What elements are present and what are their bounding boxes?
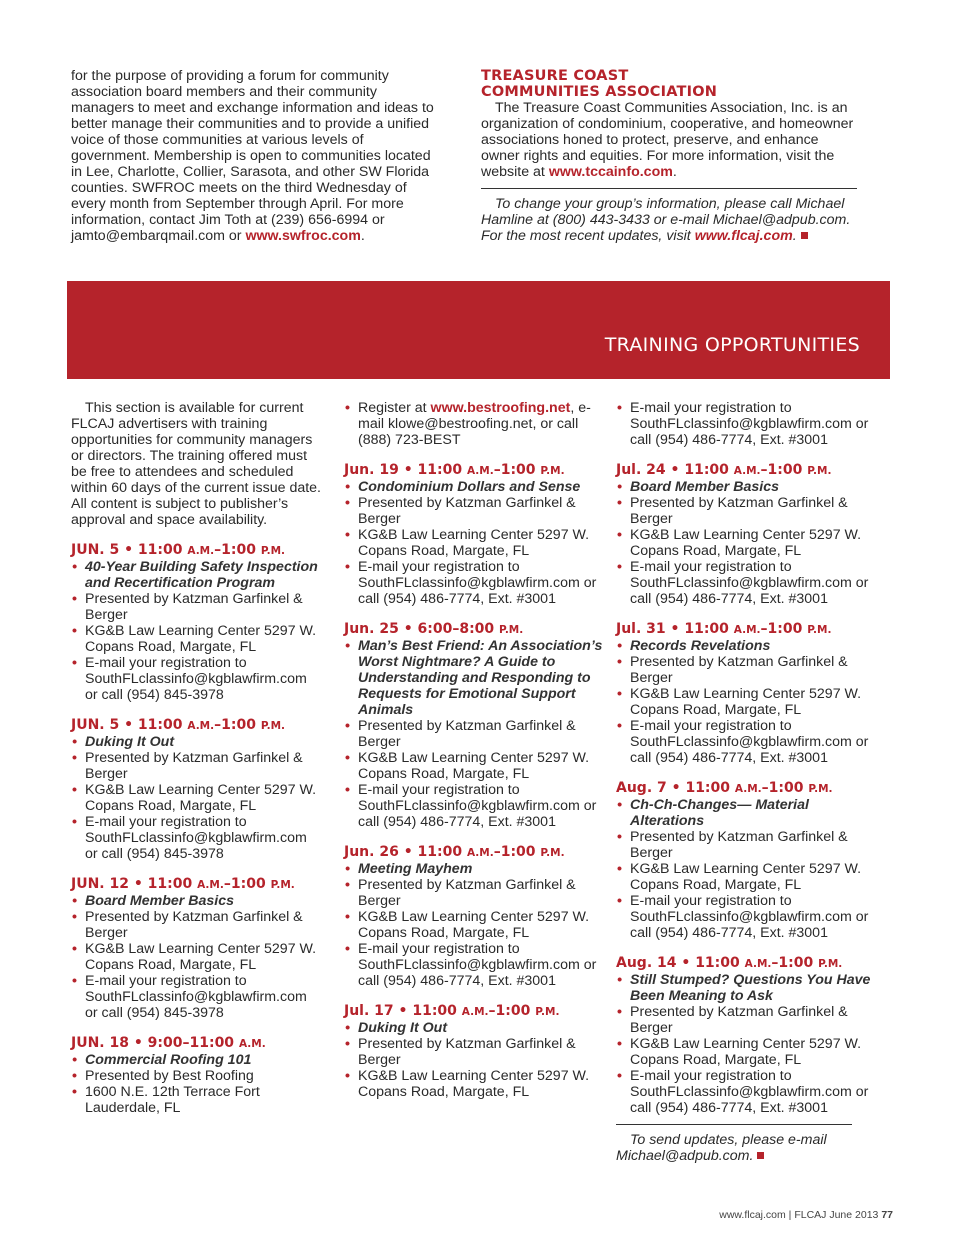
column-1 <box>71 400 321 1116</box>
event-date-date: JUN. 18 • 9:00–11:00 <box>71 1035 239 1051</box>
event-detail: • 1600 N.E. 12th Terrace Fort Lauderdale, FL <box>71 1084 321 1116</box>
event-date-date: Jun. 26 • 11:00 <box>344 844 467 860</box>
note-end: . <box>792 228 797 244</box>
end-mark-icon <box>757 1152 764 1159</box>
event-detail: • Presented by Katzman Garfinkel & Berger <box>616 654 876 686</box>
event-date-ampm1: A.M. <box>466 847 494 859</box>
event-detail: • E-mail your registration to SouthFLclassinfo@kgblawfirm.com or call (954) 486-7774, Ext. #3001 <box>616 893 876 941</box>
event-detail: • Presented by Katzman Garfinkel & Berger <box>616 1004 876 1036</box>
event-date-ampm1: P.M. <box>499 624 524 636</box>
event-date-date: Jul. 17 • 11:00 <box>344 1003 462 1019</box>
page-footer <box>719 1207 893 1223</box>
event-detail: • KG&B Law Learning Center 5297 W. Copans Road, Margate, FL <box>616 1036 876 1068</box>
event-date-ampm1: A.M. <box>238 1038 266 1050</box>
swfroc-paragraph <box>71 68 441 244</box>
event-date-date: Jul. 31 • 11:00 <box>616 621 734 637</box>
event-detail: • Presented by Katzman Garfinkel & Berger <box>344 1036 604 1068</box>
tcca-link[interactable]: www.tccainfo.com <box>548 164 673 180</box>
event-date <box>616 780 876 797</box>
footer-issue: June 2013 <box>829 1209 879 1221</box>
event-date-ampm1: A.M. <box>466 465 494 477</box>
event-detail: • Presented by Best Roofing <box>71 1068 321 1084</box>
event-title: • Board Member Basics <box>616 479 876 495</box>
col3-events <box>616 462 876 1116</box>
event-date-mid: –1:00 <box>493 462 541 478</box>
column-2 <box>344 400 604 1100</box>
event-detail: • Presented by Katzman Garfinkel & Berger <box>344 495 604 527</box>
tcca-end: . <box>672 164 677 180</box>
list-item <box>344 400 604 448</box>
page-number: 77 <box>881 1209 893 1221</box>
event-date-ampm2: P.M. <box>270 879 295 891</box>
event-date <box>616 462 876 479</box>
swfroc-text: for the purpose of providing a forum for community association board members and their community managers to meet and exchange information and ideas to better manage their communities and to provide a unified voice of those communities at various levels of government. Membership is open to communities located in Lee, Charlotte, Collier, Sarasota, and other SW Florida counties. SWFROC meets on the third Wednesday of every month from September through April. For more information, contact Jim Toth at (239) 656-6994 or jamto@embarqmail.com or <box>71 68 434 244</box>
register-post: , e-mail klowe@bestroofing.net, or call (888) 723-BEST <box>358 400 591 448</box>
event-title: • Still Stumped? Questions You Have Been Meaning to Ask <box>616 972 876 1004</box>
end-mark-icon <box>801 232 808 239</box>
event-date-date: JUN. 12 • 11:00 <box>71 876 198 892</box>
event-date-date: Jun. 25 • 6:00–8:00 <box>344 621 500 637</box>
event-date <box>344 621 604 638</box>
event-title: • Duking It Out <box>344 1020 604 1036</box>
event-date-mid: –1:00 <box>488 1003 536 1019</box>
event-detail: • KG&B Law Learning Center 5297 W. Copans Road, Margate, FL <box>344 909 604 941</box>
event-date-ampm1: A.M. <box>187 720 215 732</box>
event-detail: • KG&B Law Learning Center 5297 W. Copans Road, Margate, FL <box>71 941 321 973</box>
event-detail: • Presented by Katzman Garfinkel & Berger <box>344 718 604 750</box>
tcca-section <box>481 68 859 244</box>
tcca-heading-line2: COMMUNITIES ASSOCIATION <box>481 84 718 100</box>
event-detail: • E-mail your registration to SouthFLclassinfo@kgblawfirm.com or call (954) 845-3978 <box>71 814 321 862</box>
event-date-ampm2: P.M. <box>818 958 843 970</box>
bestroofing-link[interactable]: www.bestroofing.net <box>430 400 571 416</box>
event-date <box>71 717 321 734</box>
event-date <box>71 1035 321 1052</box>
event-detail: • E-mail your registration to SouthFLclassinfo@kgblawfirm.com or call (954) 486-7774, Ext. #3001 <box>616 1068 876 1116</box>
event-detail: • E-mail your registration to SouthFLclassinfo@kgblawfirm.com or call (954) 486-7774, Ext. #3001 <box>344 782 604 830</box>
event-detail: • Presented by Katzman Garfinkel & Berger <box>616 829 876 861</box>
event-date-mid: –1:00 <box>493 844 541 860</box>
event-title: • Man’s Best Friend: An Association’s Worst Nightmare? A Guide to Understanding and Responding to Requests for Emotional Support Animals <box>344 638 604 718</box>
event-title: • Ch-Ch-Changes— Material Alterations <box>616 797 876 829</box>
event-date <box>344 462 604 479</box>
divider <box>481 188 857 189</box>
event-date-ampm1: A.M. <box>197 879 224 891</box>
event-date-mid: –1:00 <box>761 780 809 796</box>
footer-site: www.flcaj.com <box>719 1209 786 1221</box>
col1-events <box>71 542 321 1116</box>
register-pre: Register at <box>358 400 431 416</box>
event-date-ampm1: A.M. <box>744 958 772 970</box>
event-date-ampm2: P.M. <box>260 545 286 557</box>
event-date-date: Aug. 7 • 11:00 <box>616 780 735 796</box>
event-date-date: Jul. 24 • 11:00 <box>616 462 734 478</box>
event-date-ampm2: P.M. <box>260 720 286 732</box>
event-date <box>71 542 321 559</box>
event-detail: • E-mail your registration to SouthFLclassinfo@kgblawfirm.com or call (954) 845-3978 <box>71 655 321 703</box>
event-detail: • KG&B Law Learning Center 5297 W. Copans Road, Margate, FL <box>616 527 876 559</box>
event-detail: • KG&B Law Learning Center 5297 W. Copans Road, Margate, FL <box>344 1068 604 1100</box>
section-title: TRAINING OPPORTUNITIES <box>604 334 860 356</box>
event-date <box>71 876 321 893</box>
divider <box>616 1124 852 1125</box>
event-date-ampm2: P.M. <box>807 465 832 477</box>
event-date-ampm1: A.M. <box>733 624 761 636</box>
event-title: • 40-Year Building Safety Inspection and Recertification Program <box>71 559 321 591</box>
event-detail: • KG&B Law Learning Center 5297 W. Copans Road, Margate, FL <box>344 527 604 559</box>
event-detail: • E-mail your registration to SouthFLclassinfo@kgblawfirm.com or call (954) 486-7774, Ext. #3001 <box>344 559 604 607</box>
section-banner <box>67 281 890 379</box>
event-date-ampm1: A.M. <box>461 1006 489 1018</box>
tcca-text: The Treasure Coast Communities Association, Inc. is an organization of condominium, cooperative, and homeowner associations honed to protect, preserve, and enhance owner rights and equities. For more information, visit the website at <box>481 100 854 180</box>
event-date-ampm2: P.M. <box>808 783 833 795</box>
event-date-ampm1: A.M. <box>733 465 761 477</box>
event-date-date: JUN. 5 • 11:00 <box>71 542 188 558</box>
event-date-date: Jun. 19 • 11:00 <box>344 462 467 478</box>
event-date-ampm2: P.M. <box>807 624 832 636</box>
event-detail: • E-mail your registration to SouthFLclassinfo@kgblawfirm.com or call (954) 486-7774, Ext. #3001 <box>616 718 876 766</box>
event-date-ampm1: A.M. <box>734 783 762 795</box>
event-date-mid: –1:00 <box>223 876 271 892</box>
event-detail: • E-mail your registration to SouthFLclassinfo@kgblawfirm.com or call (954) 845-3978 <box>71 973 321 1021</box>
closing-note: To send updates, please e-mail Michael@adpub.com. <box>616 1132 827 1164</box>
event-date-ampm2: P.M. <box>535 1006 560 1018</box>
event-date-mid: –1:00 <box>760 621 808 637</box>
event-date <box>616 955 876 972</box>
event-detail: • E-mail your registration to SouthFLclassinfo@kgblawfirm.com or call (954) 486-7774, Ext. #3001 <box>616 559 876 607</box>
event-detail: • Presented by Katzman Garfinkel & Berger <box>616 495 876 527</box>
event-date <box>616 621 876 638</box>
event-detail: • KG&B Law Learning Center 5297 W. Copans Road, Margate, FL <box>71 623 321 655</box>
event-date-mid: –1:00 <box>760 462 808 478</box>
footer-mag: FLCAJ <box>794 1209 827 1221</box>
event-date-date: Aug. 14 • 11:00 <box>616 955 745 971</box>
list-item: • E-mail your registration to SouthFLclassinfo@kgblawfirm.com or call (954) 486-7774, Ext. #3001 <box>616 400 876 448</box>
event-date-mid: –1:00 <box>771 955 819 971</box>
event-detail: • Presented by Katzman Garfinkel & Berger <box>71 591 321 623</box>
column-3 <box>616 400 876 1164</box>
event-date-ampm2: P.M. <box>540 847 565 859</box>
col2-events <box>344 462 604 1100</box>
event-title: • Duking It Out <box>71 734 321 750</box>
event-detail: • KG&B Law Learning Center 5297 W. Copans Road, Margate, FL <box>344 750 604 782</box>
event-title: • Records Revelations <box>616 638 876 654</box>
event-title: • Condominium Dollars and Sense <box>344 479 604 495</box>
event-title: • Meeting Mayhem <box>344 861 604 877</box>
intro-text: This section is available for current FLCAJ advertisers with training opportunities for community managers or directors. The training offered must be free to attendees and scheduled within 60 days of the current issue date. All content is subject to publisher’s approval and space availability. <box>71 400 321 528</box>
event-date-mid: –1:00 <box>214 542 261 558</box>
event-detail: • Presented by Katzman Garfinkel & Berger <box>344 877 604 909</box>
change-info-note: To change your group’s information, please call Michael Hamline at (800) 443-3433 or e-mail Michael@adpub.com. For the most recent updates, visit <box>481 196 851 244</box>
event-date-ampm1: A.M. <box>187 545 215 557</box>
event-date-ampm2: P.M. <box>540 465 565 477</box>
flcaj-link[interactable]: www.flcaj.com <box>694 228 793 244</box>
event-date <box>344 1003 604 1020</box>
event-detail: • KG&B Law Learning Center 5297 W. Copans Road, Margate, FL <box>616 861 876 893</box>
event-detail: • E-mail your registration to SouthFLclassinfo@kgblawfirm.com or call (954) 486-7774, Ext. #3001 <box>344 941 604 989</box>
tcca-heading-line1: TREASURE COAST <box>481 68 629 84</box>
swfroc-end: . <box>360 228 365 244</box>
event-detail: • KG&B Law Learning Center 5297 W. Copans Road, Margate, FL <box>616 686 876 718</box>
event-title: • Board Member Basics <box>71 893 321 909</box>
footer-sep: | <box>788 1209 792 1221</box>
event-detail: • Presented by Katzman Garfinkel & Berger <box>71 909 321 941</box>
event-title: • Commercial Roofing 101 <box>71 1052 321 1068</box>
event-date-date: JUN. 5 • 11:00 <box>71 717 188 733</box>
event-date-mid: –1:00 <box>214 717 261 733</box>
event-detail: • Presented by Katzman Garfinkel & Berger <box>71 750 321 782</box>
event-date <box>344 844 604 861</box>
event-detail: • KG&B Law Learning Center 5297 W. Copans Road, Margate, FL <box>71 782 321 814</box>
swfroc-link[interactable]: www.swfroc.com <box>245 228 361 244</box>
